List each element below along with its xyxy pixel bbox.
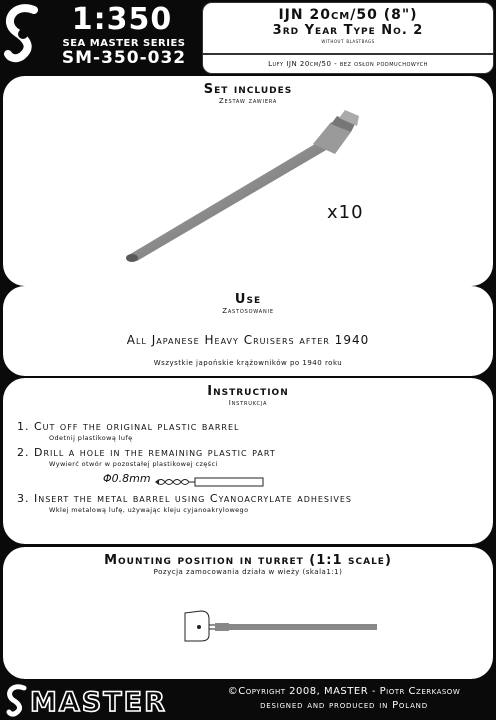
footer-brand-text: MASTER	[30, 687, 167, 716]
set-includes-heading: Set includes	[203, 82, 293, 97]
instruction-step-1-pl: Odetnij plastikową lufę	[49, 434, 133, 442]
instruction-heading-pl: Instrukcja	[228, 399, 268, 407]
instruction-panel	[3, 378, 493, 544]
footer-made-in: designed and produced in Poland	[260, 700, 428, 711]
product-title-box	[202, 2, 494, 54]
drill-size-label: Φ0.8mm	[103, 472, 151, 485]
barrel-image	[113, 106, 373, 266]
instruction-step-2: 2. Drill a hole in the remaining plastic part	[17, 446, 276, 459]
quantity-label: x10	[327, 202, 364, 223]
instruction-step-3: 3. Insert the metal barrel using Cyanoacrylate adhesives	[17, 492, 352, 505]
product-subtitle-pl: Lufy IJN 20cm/50 - bez osłon podmuchowych	[202, 54, 494, 74]
series-label: SEA MASTER SERIES	[62, 38, 186, 49]
master-brand-logo	[28, 684, 188, 716]
mounting-heading-pl: Pozycja zamocowania działa w wieży (skala1:1)	[153, 568, 343, 576]
use-text: All Japanese Heavy Cruisers after 1940	[126, 333, 370, 347]
instruction-heading: Instruction	[207, 384, 289, 399]
turret-mount-diagram	[181, 605, 381, 645]
set-includes-heading-pl: Zestaw zawiera	[218, 97, 278, 105]
drill-bit-icon	[155, 476, 265, 488]
instruction-step-2-pl: Wywierć otwór w pozostałej plastikowej części	[49, 460, 218, 468]
product-title-line3: without blastbags	[321, 38, 375, 45]
footer-copyright: ©Copyright 2008, MASTER - Piotr Czerkasow	[227, 686, 461, 697]
use-text-pl: Wszystkie japońskie krążowników po 1940 roku	[153, 359, 343, 367]
use-heading-pl: Zastosowanie	[222, 307, 274, 315]
scale-label: 1:350	[71, 2, 173, 37]
product-title-line1: IJN 20cm/50 (8")	[278, 7, 418, 23]
set-includes-panel	[3, 76, 493, 286]
product-code: SM-350-032	[61, 48, 187, 68]
mounting-heading: Mounting position in turret (1:1 scale)	[104, 553, 392, 568]
instruction-step-1: 1. Cut off the original plastic barrel	[17, 420, 240, 433]
instruction-step-3-pl: Wklej metalową lufę, używając kleju cyjanoakrylowego	[49, 506, 249, 514]
product-title-line2: 3rd Year Type No. 2	[272, 23, 424, 38]
use-heading: Use	[234, 292, 262, 307]
master-s-logo-icon	[4, 4, 42, 64]
mounting-panel	[3, 547, 493, 679]
footer-master-s-icon	[6, 684, 28, 718]
use-panel	[3, 286, 493, 376]
